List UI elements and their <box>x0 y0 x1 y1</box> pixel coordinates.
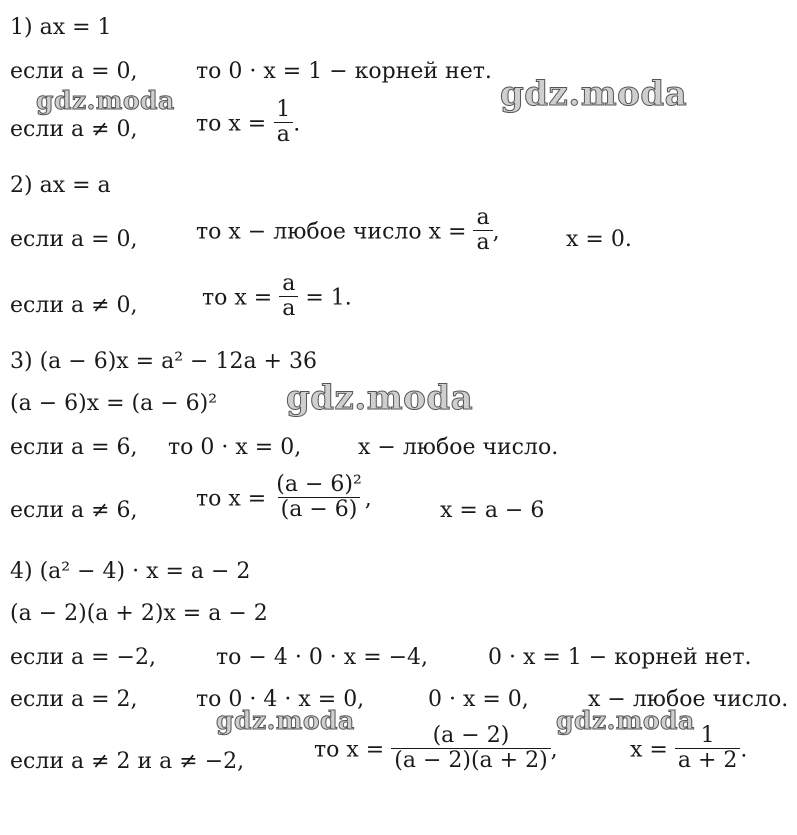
fraction: $\frac{1}{a + 2}$ <box>675 724 741 773</box>
watermark-logo: gdz.moda <box>500 74 688 114</box>
part4-line1: (a − 2)(a + 2)x = a − 2 <box>10 601 268 626</box>
result: то x = $\frac{\text{(a − 6)²}}{(a - 6)}$ , <box>196 472 372 522</box>
condition: если a = 0, <box>10 227 138 252</box>
watermark-logo: gdz.moda <box>36 86 175 115</box>
condition: если a = −2, <box>10 645 156 670</box>
part3-line1: (a − 6)x = (a − 6)² <box>10 391 218 416</box>
condition: если a ≠ 2 и a ≠ −2, <box>10 749 245 774</box>
fraction: $\frac{a}{a}$ <box>279 272 298 321</box>
part1-heading: 1) ax = 1 <box>10 15 112 40</box>
result: то x = $\frac{(a - 2)}{(a - 2)(a + 2)}$ , <box>314 723 558 773</box>
watermark-logo: gdz.moda <box>216 706 355 735</box>
result: то 0 · 4 · x = 0, <box>196 687 365 712</box>
result: то 0 · x = 1 − корней нет. <box>196 59 492 84</box>
fraction: $\frac{a}{a}$ <box>473 206 492 255</box>
condition: если a ≠ 6, <box>10 498 138 523</box>
solution: x = $\frac{1}{a + 2}$ . <box>630 723 748 773</box>
condition: если a = 2, <box>10 687 138 712</box>
condition: если a ≠ 0, <box>10 117 138 142</box>
result: то x = $\frac{1}{a}$ . <box>196 97 301 147</box>
result: то x − любое число x = $\frac{a}{a}$ , <box>196 205 500 255</box>
solution: x − любое число. <box>358 435 559 460</box>
part2-heading: 2) ax = a <box>10 173 111 198</box>
solution: x = a − 6 <box>440 498 545 523</box>
fraction: $\frac{(a - 2)}{(a - 2)(a + 2)}$ <box>391 724 550 773</box>
solution: 0 · x = 1 − корней нет. <box>488 645 752 670</box>
part3-heading: 3) (a − 6)x = a² − 12a + 36 <box>10 349 317 374</box>
part4-heading: 4) (a² − 4) · x = a − 2 <box>10 559 251 584</box>
fraction: $\frac{1}{a}$ <box>273 98 293 147</box>
solution: x = 0. <box>566 227 632 252</box>
watermark-logo: gdz.moda <box>556 706 695 735</box>
condition: если a = 6, <box>10 435 138 460</box>
watermark-logo: gdz.moda <box>286 378 474 418</box>
condition: если a = 0, <box>10 59 138 84</box>
result: то x = $\frac{a}{a}$ = 1. <box>202 271 352 321</box>
condition: если a ≠ 0, <box>10 293 138 318</box>
result: то 0 · x = 0, <box>168 435 302 460</box>
solution: x − любое число. <box>588 687 789 712</box>
result: то − 4 · 0 · x = −4, <box>216 645 429 670</box>
fraction: $\frac{\text{(a − 6)²}}{(a - 6)}$ <box>276 472 362 522</box>
intermediate: 0 · x = 0, <box>428 687 529 712</box>
